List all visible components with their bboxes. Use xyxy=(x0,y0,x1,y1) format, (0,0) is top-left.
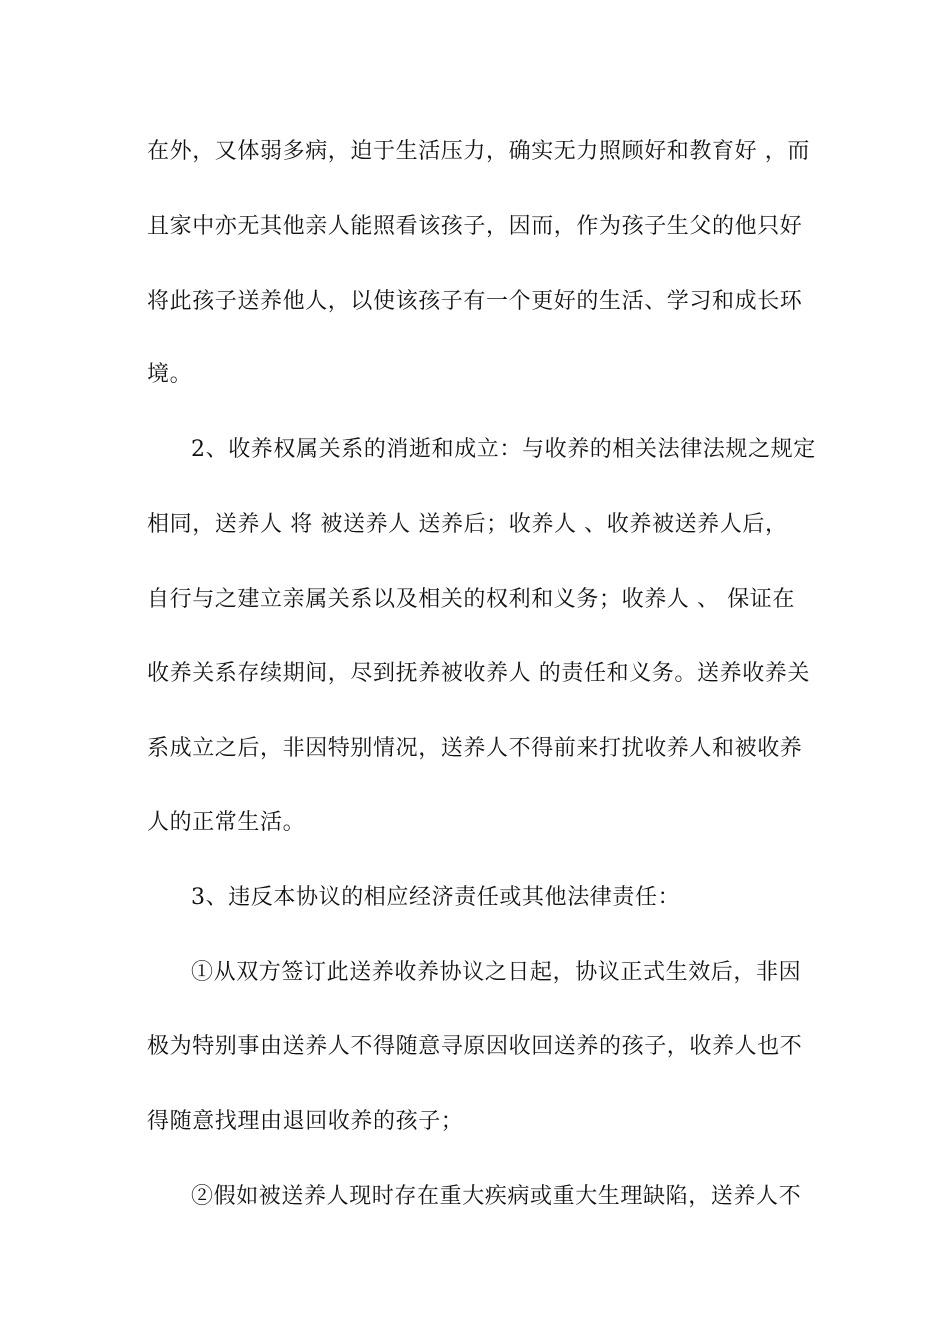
text-line: 自行与之建立亲属关系以及相关的权利和义务；收养人 、 保证在 xyxy=(147,587,795,612)
text-line: 系成立之后，非因特别情况，送养人不得前来打扰收养人和被收养 xyxy=(147,736,803,761)
text-line: 在外，又体弱多病，迫于生活压力，确实无力照顾好和教育好 ，而 xyxy=(147,139,810,164)
text-line: 将此孩子送养他人，以使该孩子有一个更好的生活、学习和成长环 xyxy=(147,289,803,314)
paragraph-2-first-line: 2、收养权属关系的消逝和成立：与收养的相关法律法规之规定 xyxy=(191,437,816,462)
text-line: 收养关系存续期间，尽到抚养被收养人 的责任和义务。送养收养关 xyxy=(147,661,810,686)
text-line: 且家中亦无其他亲人能照看该孩子，因而，作为孩子生父的他只好 xyxy=(147,214,803,239)
text-line: 得随意找理由退回收养的孩子； xyxy=(147,1109,464,1134)
item-1-first-line: ①从双方签订此送养收养协议之日起，协议正式生效后，非因 xyxy=(191,960,802,985)
paragraph-3-heading: 3、违反本协议的相应经济责任或其他法律责任： xyxy=(191,885,681,910)
text-line: 人的正常生活。 xyxy=(147,810,306,835)
text-line: 极为特别事由送养人不得随意寻原因收回送养的孩子，收养人也不 xyxy=(147,1034,803,1059)
text-line: 相同，送养人 将 被送养人 送养后；收养人 、收养被送养人后， xyxy=(147,512,788,537)
text-line: 境。 xyxy=(147,362,193,387)
item-2-first-line: ②假如被送养人现时存在重大疾病或重大生理缺陷，送养人不 xyxy=(191,1184,802,1209)
